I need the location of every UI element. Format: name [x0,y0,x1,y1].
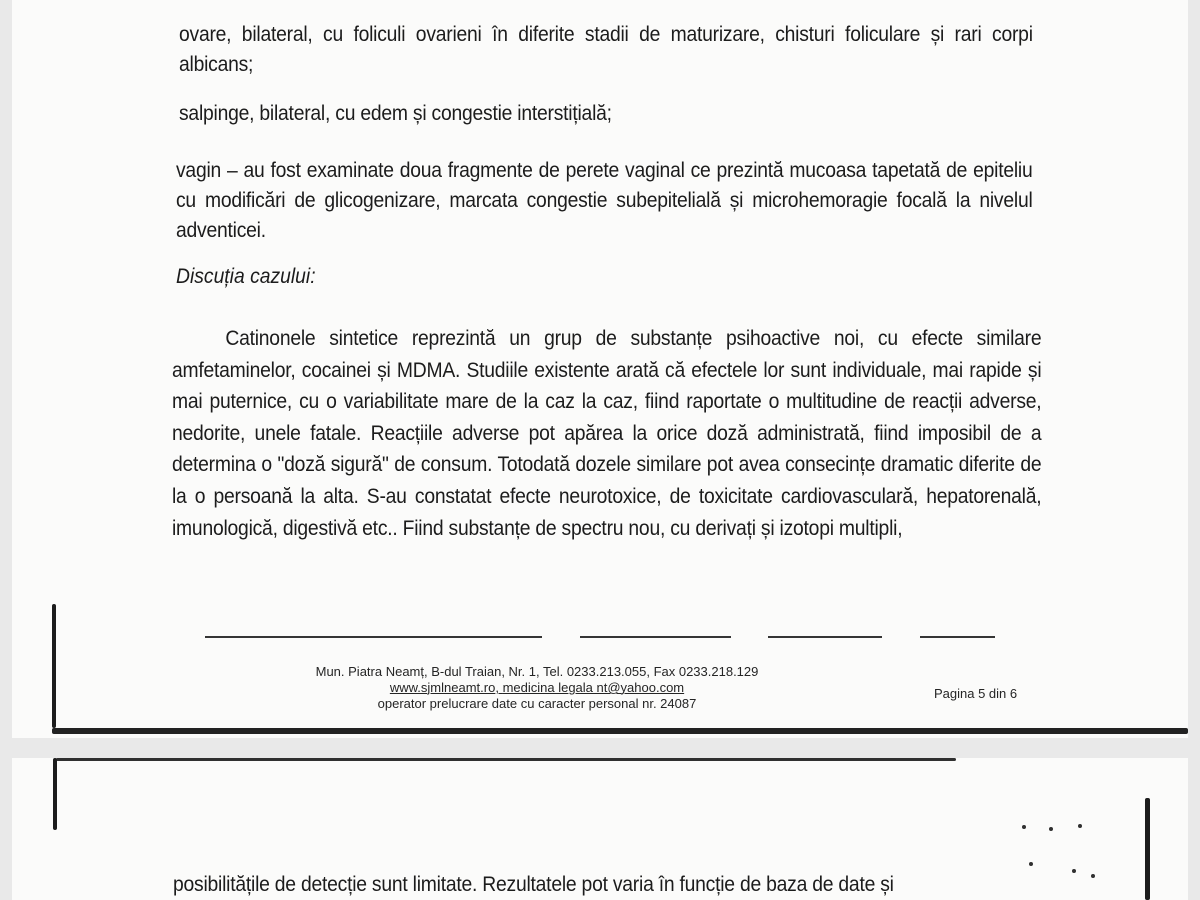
footer-contact-links: www.sjmlneamt.ro, medicina legala nt@yahoo.com [389,680,685,695]
speck [1078,824,1082,828]
scan-edge-left [53,758,57,830]
document-page-5 [12,0,1188,738]
salpinx-findings-paragraph: salpinge, bilateral, cu edem și congestie interstițială; [179,102,612,125]
ovary-findings-paragraph: ovare, bilateral, cu foliculi ovarieni în diferite stadii de maturizare, chisturi foliculare și rari corpi albicans; [179,23,1033,76]
footer-operator: operator prelucrare date cu caracter personal nr. 24087 [377,696,697,711]
speck [1022,825,1026,829]
scan-edge-left [52,604,56,728]
document-page-6-preview [12,758,1188,900]
email-link[interactable]: medicina legala nt@yahoo.com [502,680,685,695]
vagina-findings-paragraph: vagin – au fost examinate doua fragmente de perete vaginal ce prezintă mucoasa tapetată de epiteliu cu modificări de glicogenizare, marcata congestie subepitelială și microhemoragie focală la nivelul adventicei. [176,159,1033,242]
footer-address: Mun. Piatra Neamț, B-dul Traian, Nr. 1, Tel. 0233.213.055, Fax 0233.218.129 [315,664,759,679]
signature-lines [205,636,1005,646]
page-number: Pagina 5 din 6 [934,686,1018,701]
case-discussion-paragraph: Catinonele sintetice reprezintă un grup de substanțe psihoactive noi, cu efecte similare amfetaminelor, cocainei și MDMA. Studiile existente arată că efectele lor sunt individuale, mai rapide și mai puternice, cu o variabilitate mare de la caz la caz, fiind raportate o multitudine de reacții adverse, nedorite, unele fatale. Reacțiile adverse pot apărea la orice doză administrată, fiind imposibil de a determina o "doză sigură" de consum. Totodată dozele similare pot avea consecințe dramatic diferite de la o persoană la alta. S-au constatat efecte neurotoxice, de toxicitate cardiovasculară, hepatorenală, imunologică, digestivă etc.. Fiind substanțe de spectru nou, cu derivați și izotopi multipli, [172,327,1042,540]
speck [1029,862,1033,866]
signature-line [768,636,882,638]
website-link[interactable]: www.sjmlneamt.ro [389,680,496,695]
scan-edge-bottom [52,728,1188,734]
document-footer [282,664,792,712]
scan-edge-top [56,758,956,761]
speck [1049,827,1053,831]
signature-line [580,636,731,638]
signature-line [205,636,542,638]
case-discussion-heading: Discuția cazului: [176,265,316,288]
signature-line [920,636,995,638]
next-page-opening-line: posibilitățile de detecție sunt limitate. Rezultatele pot varia în funcție de baza de date și [173,873,894,896]
